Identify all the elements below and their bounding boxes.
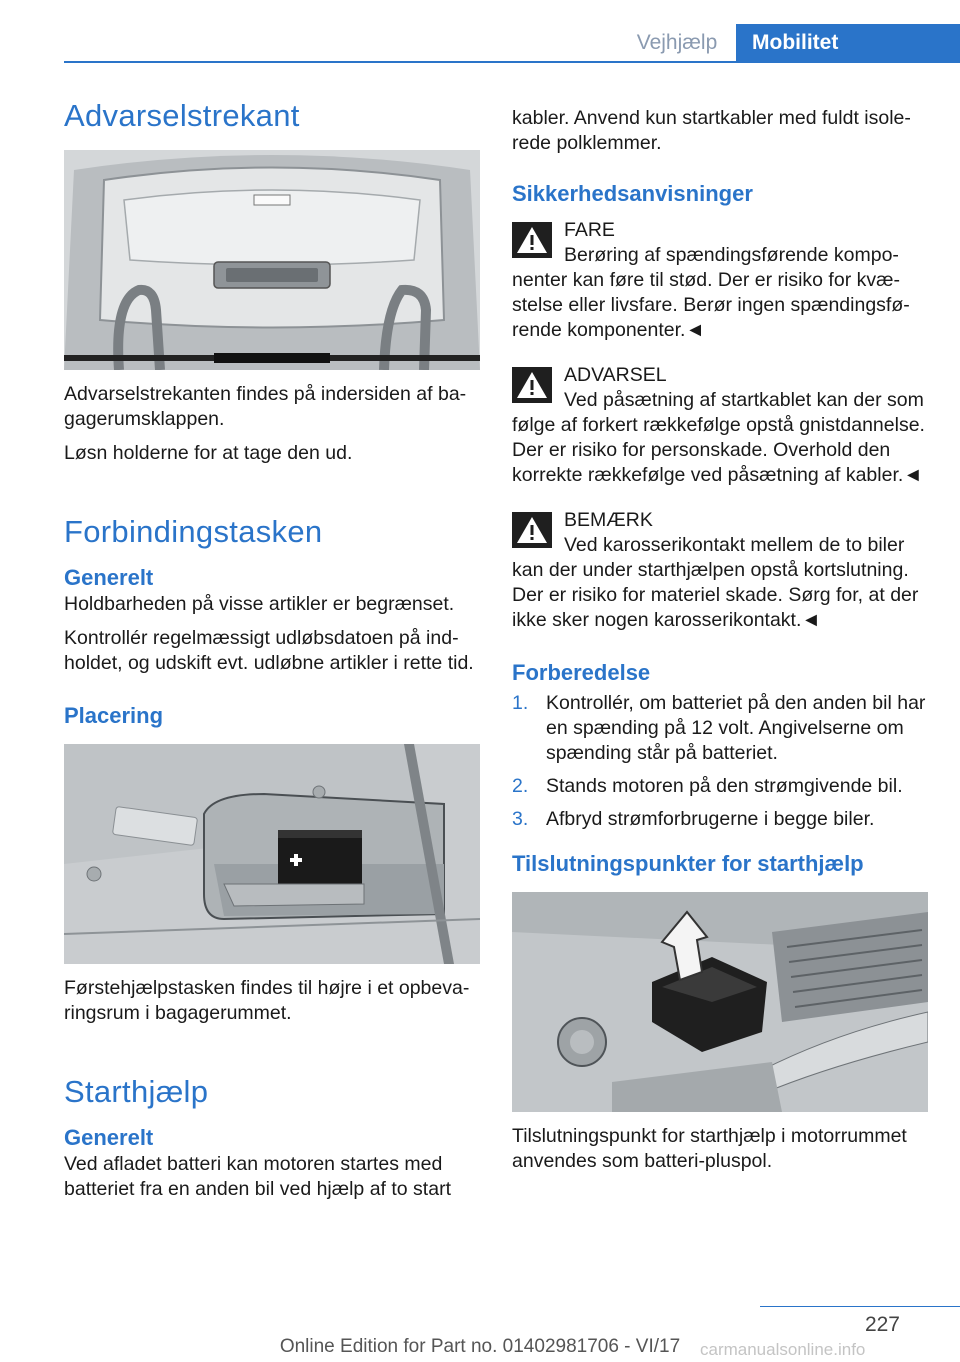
figure-first-aid-compartment bbox=[64, 744, 480, 964]
step-text: Stands motoren på den strømgivende bil. bbox=[546, 775, 903, 797]
subsection-title-forberedelse: Forberedelse bbox=[512, 660, 651, 685]
warning-triangle-icon bbox=[512, 367, 552, 403]
section-title-starthjaelp: Starthjælp bbox=[64, 1074, 209, 1109]
paragraph-jumpstart-general: Ved afladet batteri kan motoren startes med batteriet fra en anden bil ved hjælp af to start bbox=[64, 1153, 451, 1200]
first-aid-compartment-illustration bbox=[64, 744, 480, 964]
warning-text: Berøring af spændingsførende komponenter kan føre til stød. Der er risiko for kvæstelse eller livsfare. Berør ingen spændingsførende komponenter.◄ bbox=[512, 244, 910, 341]
warning-triangle-icon bbox=[512, 222, 552, 258]
warning-advarsel bbox=[512, 363, 928, 488]
figure-jumpstart-terminal bbox=[512, 892, 928, 1112]
right-column bbox=[512, 106, 928, 1174]
warning-text: Ved påsætning af startkablet kan der som følge af forkert rækkefølge opstå gnistdannelse. Der er risiko for personskade. Overhold den korrekte rækkefølge ved påsætning af kabler.◄ bbox=[512, 389, 925, 486]
subsection-title-sikkerhedsanvisninger: Sikkerhedsanvisninger bbox=[512, 181, 753, 206]
page-number-rule bbox=[760, 1306, 960, 1307]
paragraph-terminal-caption: Tilslutningspunkt for starthjælp i motorrummet anvendes som batteri-pluspol. bbox=[512, 1125, 907, 1172]
preparation-steps bbox=[512, 691, 928, 832]
subsection-title-tilslutningspunkter: Tilslutningspunkter for starthjælp bbox=[512, 851, 864, 876]
trunk-lid-illustration bbox=[64, 150, 480, 370]
watermark: carmanualsonline.info bbox=[700, 1340, 866, 1359]
list-item bbox=[512, 691, 928, 766]
warning-triangle-icon bbox=[512, 512, 552, 548]
left-column bbox=[64, 96, 480, 1202]
figure-trunk-lid bbox=[64, 150, 480, 370]
paragraph-first-aid-location: Førstehjælpstasken findes til højre i et opbevaringsrum i bagagerummet. bbox=[64, 977, 470, 1024]
paragraph-triangle-remove: Løsn holderne for at tage den ud. bbox=[64, 442, 353, 464]
step-number: 3. bbox=[512, 808, 529, 830]
list-item bbox=[512, 807, 928, 832]
header-tab-vejhjaelp[interactable]: Vejhjælp bbox=[636, 31, 718, 54]
edition-footer: Online Edition for Part no. 01402981706 - VI/17 bbox=[279, 1336, 681, 1357]
step-text: Kontrollér, om batteriet på den anden bil har en spænding på 12 volt. Angivelserne om spænding står på batteriet. bbox=[546, 692, 926, 764]
step-number: 2. bbox=[512, 775, 529, 797]
paragraph-shelf-life: Holdbarheden på visse artikler er begrænset. bbox=[64, 593, 455, 615]
list-item bbox=[512, 774, 928, 799]
warning-label: BEMÆRK bbox=[564, 509, 653, 531]
warning-text: Ved karosserikontakt mellem de to biler kan der under starthjælpen opstå kortslutning. Der er risiko for materiel skade. Sørg for, at der ikke sker nogen karosserikontakt.◄ bbox=[512, 534, 919, 631]
subsection-title-placering: Placering bbox=[64, 703, 164, 728]
warning-label: ADVARSEL bbox=[564, 364, 667, 386]
paragraph-check-expiry: Kontrollér regelmæssigt udløbsdatoen på indholdet, og udskift evt. udløbne artikler i rette tid. bbox=[64, 627, 474, 674]
warning-fare bbox=[512, 218, 928, 343]
page-number: 227 bbox=[864, 1313, 900, 1336]
step-text: Afbryd strømforbrugerne i begge biler. bbox=[546, 808, 875, 830]
paragraph-triangle-location: Advarselstrekanten findes på indersiden af bagagerumsklappen. bbox=[64, 383, 467, 430]
header-tab-mobilitet[interactable]: Mobilitet bbox=[736, 24, 960, 62]
warning-bemaerk bbox=[512, 508, 928, 633]
section-title-advarselstrekant: Advarselstrekant bbox=[64, 98, 300, 133]
subsection-title-generelt-2: Generelt bbox=[64, 1125, 154, 1150]
subsection-title-generelt: Generelt bbox=[64, 565, 154, 590]
warning-label: FARE bbox=[564, 219, 615, 241]
header-rule bbox=[64, 61, 960, 63]
jumpstart-terminal-illustration bbox=[512, 892, 928, 1112]
step-number: 1. bbox=[512, 692, 529, 714]
section-title-forbindingstasken: Forbindingstasken bbox=[64, 514, 323, 549]
paragraph-jumpstart-continued: kabler. Anvend kun startkabler med fuldt isolerede polklemmer. bbox=[512, 107, 911, 154]
